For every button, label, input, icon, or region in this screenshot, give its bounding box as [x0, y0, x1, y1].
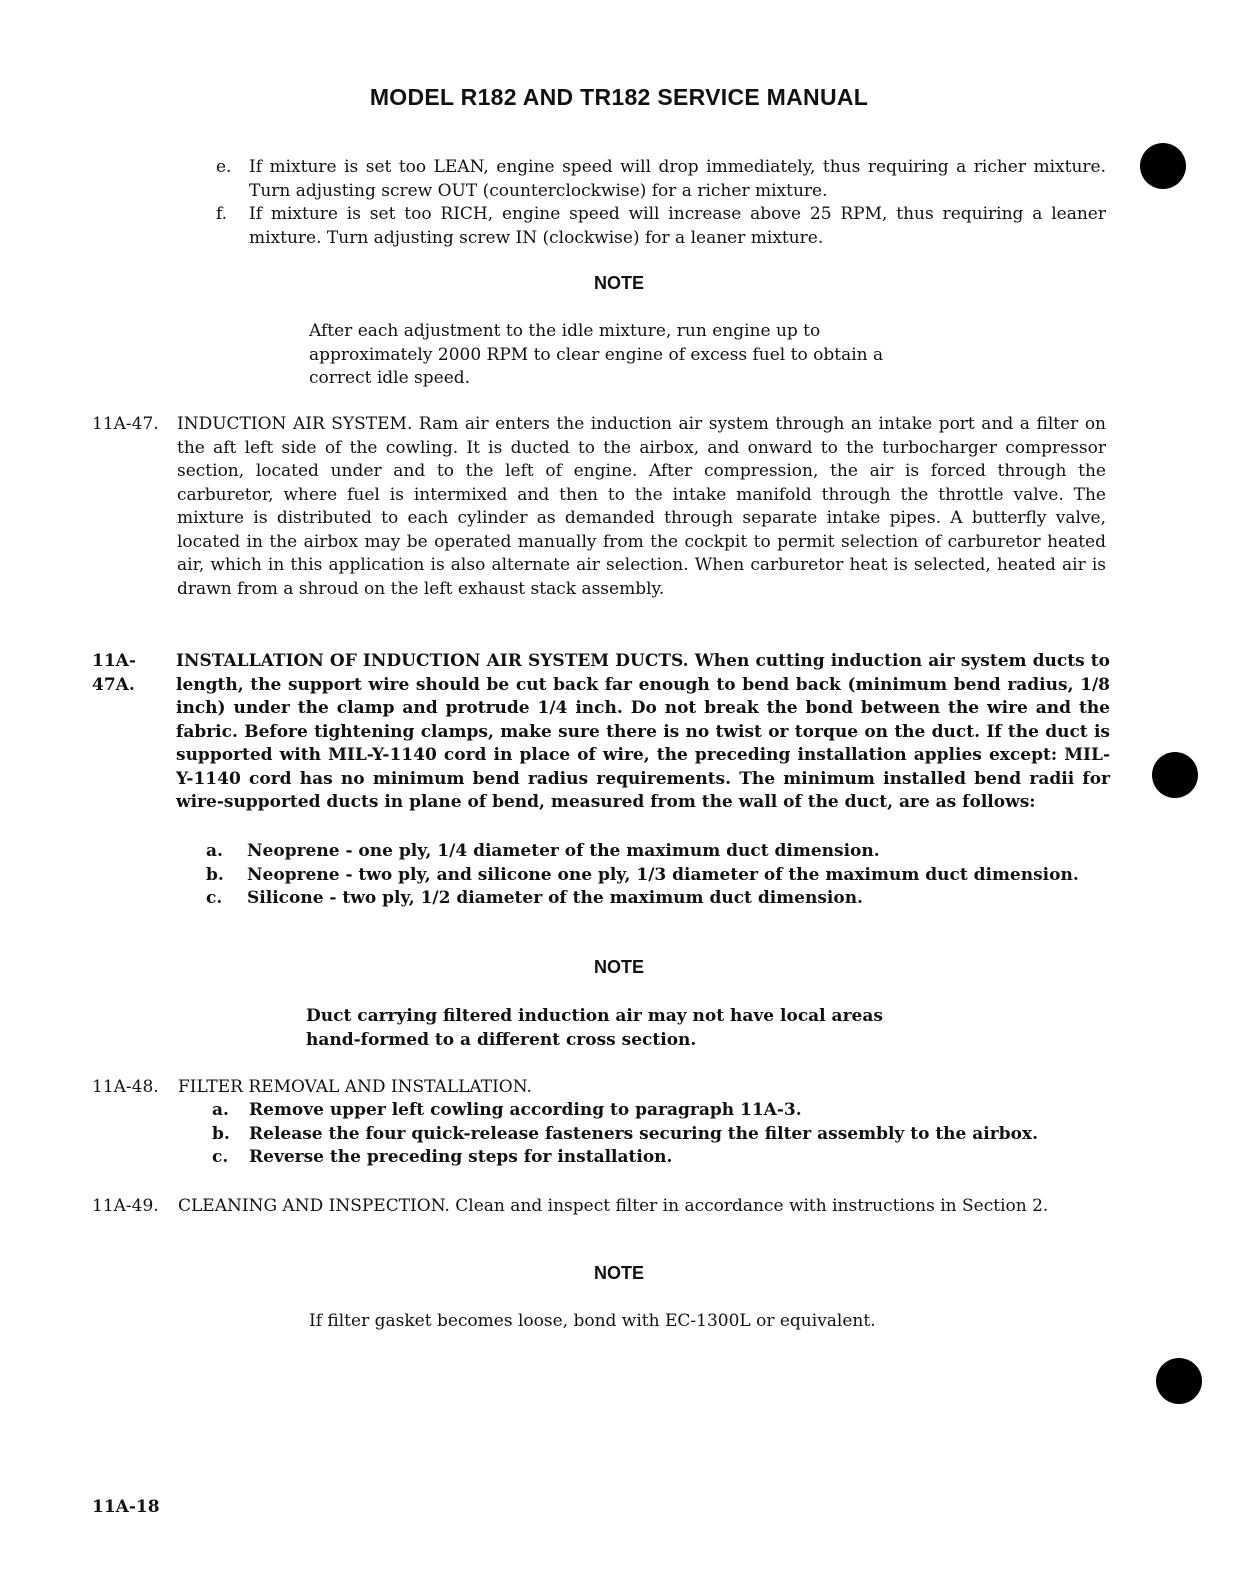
paragraph-text: INSTALLATION OF INDUCTION AIR SYSTEM DUCTS. When cutting induction air system ducts to length, the support wire should be cut back far enough to bend back (minimum bend radius, 1/8 inch) under the clamp and protrude 1/4 inch. Do not break the bond between the wire and the fabric. Before tightening clamps, make sure there is no twist or torque on the duct. If the duct is supported with MIL-Y-1140 cord in place of wire, the preceding installation applies except: MIL-Y-1140 cord has no minimum bend radius requirements. The minimum installed bend radii for wire-supported ducts in plane of bend, measured from the wall of the duct, are as follows:	[176, 651, 1110, 812]
step-letter: b.	[212, 1123, 230, 1144]
list-item	[206, 887, 1110, 911]
paragraph-number: 11A-47.	[92, 414, 159, 434]
paragraph-11A-47	[92, 413, 1106, 601]
list-item	[216, 156, 1106, 203]
paragraph-text: FILTER REMOVAL AND INSTALLATION.	[178, 1077, 532, 1097]
step-letter: a.	[206, 841, 223, 861]
note-heading: NOTE	[593, 957, 644, 977]
list-item	[216, 203, 1106, 250]
note-text: After each adjustment to the idle mixture, run engine up to approximately 2000 RPM to clear engine of excess fuel to obtain a correct idle speed.	[309, 321, 884, 388]
note-heading: NOTE	[593, 1263, 644, 1283]
paragraph-11A-49	[92, 1195, 1108, 1219]
paragraph-11A-47A	[92, 650, 1110, 815]
list-item	[206, 864, 1110, 888]
paragraph-11A-48	[92, 1076, 1106, 1100]
paragraph-text: INDUCTION AIR SYSTEM. Ram air enters the induction air system through an intake port and a filter on the aft left side of the cowling. It is ducted to the airbox, and onward to the turbocharger compressor section, located under and to the left of engine. After compression, the air is forced through the carburetor, where fuel is intermixed and then to the intake manifold through the throttle valve. The mixture is distributed to each cylinder as demanded through separate intake pipes. A butterfly valve, located in the airbox may be operated manually from the cockpit to permit selection of carburetor heated air, which in this application is also alternate air selection. When carburetor heat is selected, heated air is drawn from a shroud on the left exhaust stack assembly.	[177, 414, 1106, 599]
step-text: Reverse the preceding steps for installation.	[249, 1147, 673, 1167]
step-letter: c.	[212, 1147, 229, 1167]
step-letter: f.	[216, 204, 228, 224]
paragraph-number: 11A-48.	[92, 1077, 159, 1097]
step-letter: b.	[206, 864, 224, 885]
step-text: If mixture is set too LEAN, engine speed will drop immediately, thus requiring a richer mixture. Turn adjusting screw OUT (counterclockwise) for a richer mixture.	[249, 157, 1106, 201]
binder-hole	[1156, 1358, 1202, 1404]
paragraph-number: 11A-47A.	[92, 651, 136, 695]
step-text: If mixture is set too RICH, engine speed will increase above 25 RPM, thus requiring a leaner mixture. Turn adjusting screw IN (clockwise) for a leaner mixture.	[249, 204, 1106, 248]
step-text: Neoprene - two ply, and silicone one ply, 1/3 diameter of the maximum duct dimension.	[247, 864, 1079, 885]
note-text: If filter gasket becomes loose, bond with EC-1300L or equivalent.	[309, 1311, 876, 1331]
note-text: Duct carrying filtered induction air may not have local areas hand-formed to a different cross section.	[306, 1006, 883, 1050]
step-letter: c.	[206, 888, 223, 908]
bend-radii-list	[206, 840, 1110, 911]
step-letter: e.	[216, 157, 232, 177]
paragraph-number: 11A-49.	[92, 1196, 159, 1216]
list-item	[206, 840, 1110, 864]
step-letter: a.	[212, 1100, 229, 1120]
mixture-steps	[216, 156, 1106, 250]
binder-hole	[1140, 143, 1186, 189]
filter-steps	[212, 1099, 1112, 1170]
note-heading: NOTE	[593, 273, 644, 293]
list-item	[212, 1123, 1112, 1147]
step-text: Neoprene - one ply, 1/4 diameter of the maximum duct dimension.	[247, 841, 880, 861]
paragraph-text: CLEANING AND INSPECTION. Clean and inspect filter in accordance with instructions in Section 2.	[178, 1196, 1049, 1216]
page-title: MODEL R182 AND TR182 SERVICE MANUAL	[369, 84, 869, 110]
step-text: Release the four quick-release fasteners securing the filter assembly to the airbox.	[249, 1123, 1038, 1144]
step-text: Remove upper left cowling according to paragraph 11A-3.	[249, 1100, 802, 1120]
list-item	[212, 1099, 1112, 1123]
list-item	[212, 1146, 1112, 1170]
binder-hole	[1152, 752, 1198, 798]
page-number: 11A-18	[92, 1497, 160, 1517]
step-text: Silicone - two ply, 1/2 diameter of the maximum duct dimension.	[247, 888, 863, 908]
